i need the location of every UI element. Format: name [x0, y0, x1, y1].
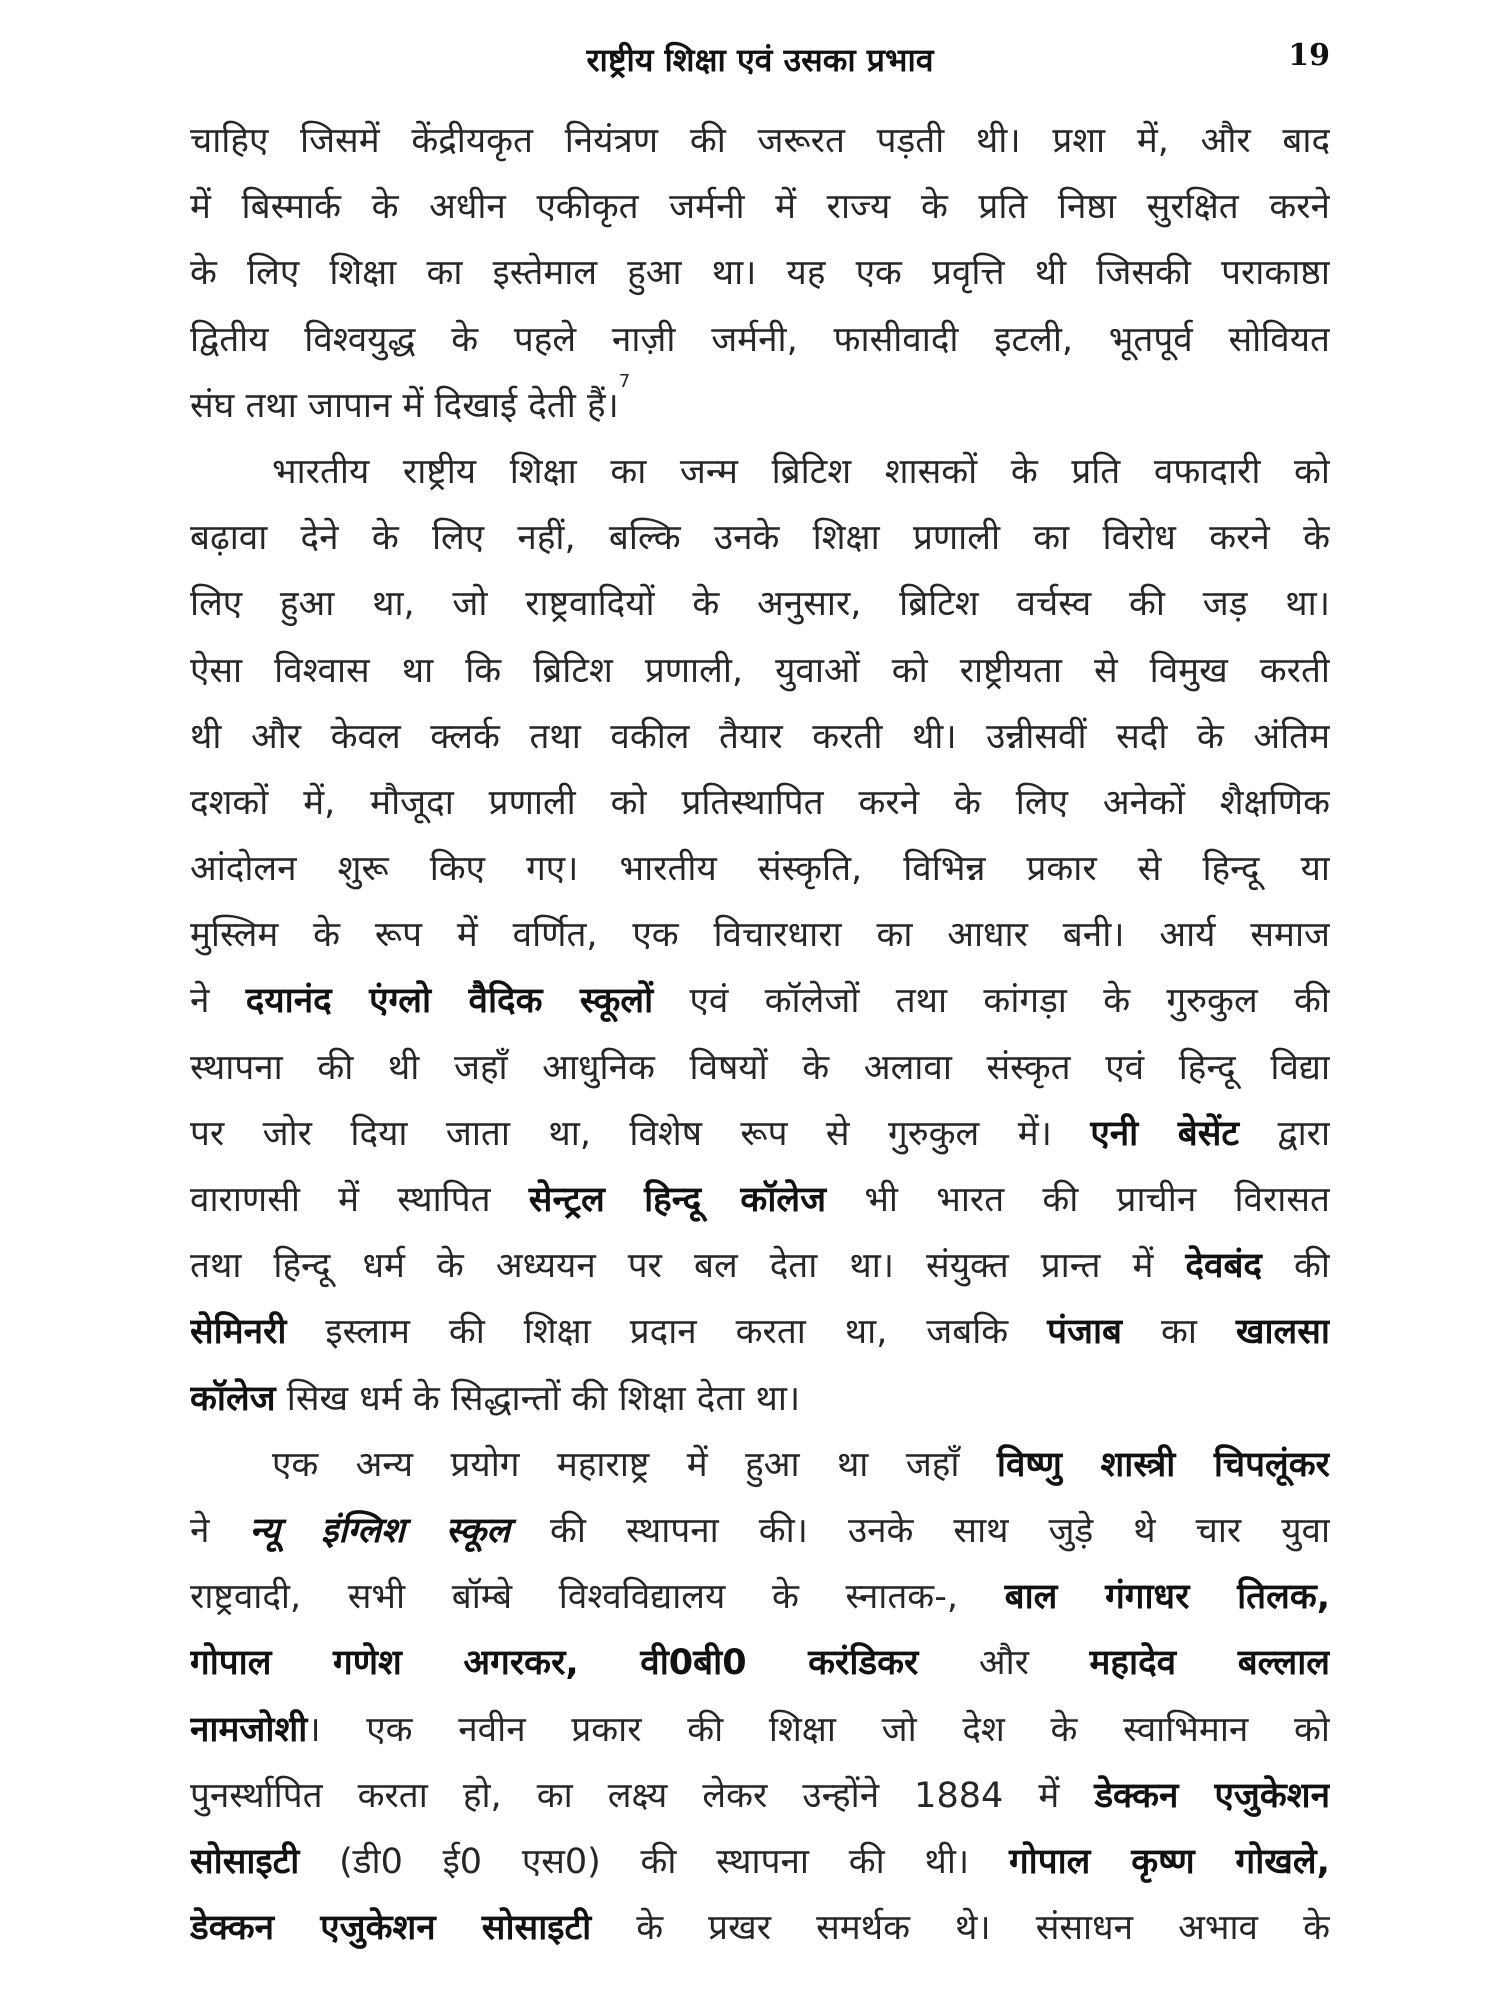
text-run: तथा हिन्दू धर्म के अध्ययन पर बल देता था। संयुक्त प्रान्त में — [190, 1246, 1186, 1287]
text-run: (डी0 ई0 एस0) की स्थापना की थी। — [299, 1841, 1009, 1882]
text-run: में बिस्मार्क के अधीन एकीकृत जर्मनी में राज्य के प्रति निष्ठा सुरक्षित करने — [190, 187, 1330, 228]
bold-term: नामजोशी — [190, 1709, 308, 1750]
bold-term: देवबंद — [1185, 1246, 1263, 1287]
body-text — [190, 108, 1330, 1961]
bold-term: बाल गंगाधर तिलक, — [1004, 1577, 1330, 1618]
text-run: का — [1122, 1312, 1236, 1353]
text-line — [190, 1366, 1330, 1432]
text-line — [190, 1035, 1330, 1101]
text-line — [190, 770, 1330, 836]
page-header — [190, 38, 1330, 94]
bold-term: खालसा — [1235, 1312, 1330, 1353]
text-run: ने — [190, 981, 246, 1022]
bold-term: डेक्कन एजुकेशन — [1094, 1775, 1330, 1816]
text-line — [190, 108, 1330, 174]
bold-term: गोपाल गणेश अगरकर, वी0बी0 करंडिकर — [190, 1643, 919, 1684]
text-run: दशकों में, मौजूदा प्रणाली को प्रतिस्थापित करने के लिए अनेकों शैक्षणिक — [190, 782, 1330, 823]
text-line — [190, 307, 1330, 373]
text-line — [190, 902, 1330, 968]
text-run: । एक नवीन प्रकार की शिक्षा जो देश के स्वाभिमान को — [307, 1709, 1330, 1750]
bold-term: एनी बेसेंट — [1090, 1113, 1239, 1154]
text-line — [190, 571, 1330, 637]
text-run: पर जोर दिया जाता था, विशेष रूप से गुरुकुल में। — [190, 1113, 1091, 1154]
text-run: ऐसा विश्वास था कि ब्रिटिश प्रणाली, युवाओं को राष्ट्रीयता से विमुख करती — [190, 650, 1330, 691]
text-line — [190, 439, 1330, 505]
bold-term: महादेव बल्लाल — [1089, 1643, 1330, 1684]
text-run: आंदोलन शुरू किए गए। भारतीय संस्कृति, विभिन्न प्रकार से हिन्दू या — [190, 849, 1330, 890]
text-run: द्वितीय विश्वयुद्ध के पहले नाज़ी जर्मनी, फासीवादी इटली, भूतपूर्व सोवियत — [190, 319, 1330, 360]
text-line — [190, 968, 1330, 1034]
text-run: सिख धर्म के सिद्धान्तों की शिक्षा देता था। — [275, 1378, 801, 1419]
text-run: भारतीय राष्ट्रीय शिक्षा का जन्म ब्रिटिश शासकों के प्रति वफादारी को — [272, 451, 1330, 492]
text-line — [190, 1895, 1330, 1961]
bold-term: पंजाब — [1047, 1312, 1123, 1353]
text-line — [190, 638, 1330, 704]
text-run: ने — [190, 1510, 250, 1551]
bold-term: सोसाइटी — [190, 1841, 300, 1882]
text-run: बढ़ावा देने के लिए नहीं, बल्कि उनके शिक्षा प्रणाली का विरोध करने के — [190, 518, 1330, 559]
text-line — [190, 1630, 1330, 1696]
text-line — [190, 240, 1330, 306]
bold-term: डेक्कन एजुकेशन सोसाइटी — [190, 1908, 592, 1949]
text-run: थी और केवल क्लर्क तथा वकील तैयार करती थी। उन्नीसवीं सदी के अंतिम — [190, 716, 1330, 757]
footnote-ref: 7 — [618, 372, 631, 392]
text-run: संघ तथा जापान में दिखाई देती हैं। — [190, 385, 619, 426]
text-line — [190, 1233, 1330, 1299]
bold-term: गोपाल कृष्ण गोखले, — [1008, 1841, 1330, 1882]
text-run: की स्थापना की। उनके साथ जुड़े थे चार युवा — [510, 1510, 1330, 1551]
page-number: 19 — [1288, 38, 1330, 73]
text-line — [190, 505, 1330, 571]
text-line — [190, 1432, 1330, 1498]
bold-term: कॉलेज — [190, 1378, 276, 1419]
running-title: राष्ट्रीय शिक्षा एवं उसका प्रभाव — [586, 41, 934, 79]
text-line — [190, 1299, 1330, 1365]
text-run: राष्ट्रवादी, सभी बॉम्बे विश्वविद्यालय के स्नातक-, — [190, 1577, 1005, 1618]
text-run: इस्लाम की शिक्षा प्रदान करता था, जबकि — [286, 1312, 1048, 1353]
text-run: स्थापना की थी जहाँ आधुनिक विषयों के अलावा संस्कृत एवं हिन्दू विद्या — [190, 1047, 1330, 1088]
text-line — [190, 704, 1330, 770]
text-run: द्वारा — [1239, 1113, 1330, 1154]
text-run: भी भारत की प्राचीन विरासत — [826, 1180, 1330, 1220]
text-run: पुनर्स्थापित करता हो, का लक्ष्य लेकर उन्होंने 1884 में — [190, 1775, 1095, 1816]
text-run: और — [918, 1643, 1090, 1684]
text-line — [190, 1829, 1330, 1895]
text-line — [190, 1167, 1330, 1233]
bold-term: सेन्ट्रल हिन्दू कॉलेज — [528, 1180, 827, 1220]
text-run: मुस्लिम के रूप में वर्णित, एक विचारधारा का आधार बनी। आर्य समाज — [190, 915, 1330, 956]
text-line — [190, 1498, 1330, 1564]
text-line — [190, 373, 1330, 439]
text-line — [190, 1763, 1330, 1829]
text-run: वाराणसी में स्थापित — [190, 1180, 529, 1220]
text-run: चाहिए जिसमें केंद्रीयकृत नियंत्रण की जरूरत पड़ती थी। प्रशा में, और बाद — [190, 121, 1330, 161]
text-run: के लिए शिक्षा का इस्तेमाल हुआ था। यह एक प्रवृत्ति थी जिसकी पराकाष्ठा — [190, 253, 1330, 294]
text-run: के प्रखर समर्थक थे। संसाधन अभाव के — [591, 1908, 1330, 1949]
bold-term: विष्णु शास्त्री चिपलूंकर — [996, 1444, 1330, 1485]
text-run: लिए हुआ था, जो राष्ट्रवादियों के अनुसार, ब्रिटिश वर्चस्व की जड़ था। — [190, 584, 1330, 625]
text-run: एवं कॉलेजों तथा कांगड़ा के गुरुकुल की — [653, 981, 1330, 1022]
text-line — [190, 1564, 1330, 1630]
text-line — [190, 836, 1330, 902]
text-run: की — [1262, 1246, 1330, 1287]
text-line — [190, 174, 1330, 240]
bold-term: न्यू इंग्लिश स्कूल — [249, 1510, 511, 1551]
bold-term: दयानंद एंग्लो वैदिक स्कूलों — [245, 981, 654, 1022]
text-line — [190, 1697, 1330, 1763]
bold-term: सेमिनरी — [190, 1312, 287, 1353]
text-run: एक अन्य प्रयोग महाराष्ट्र में हुआ था जहाँ — [272, 1444, 997, 1485]
text-line — [190, 1101, 1330, 1167]
